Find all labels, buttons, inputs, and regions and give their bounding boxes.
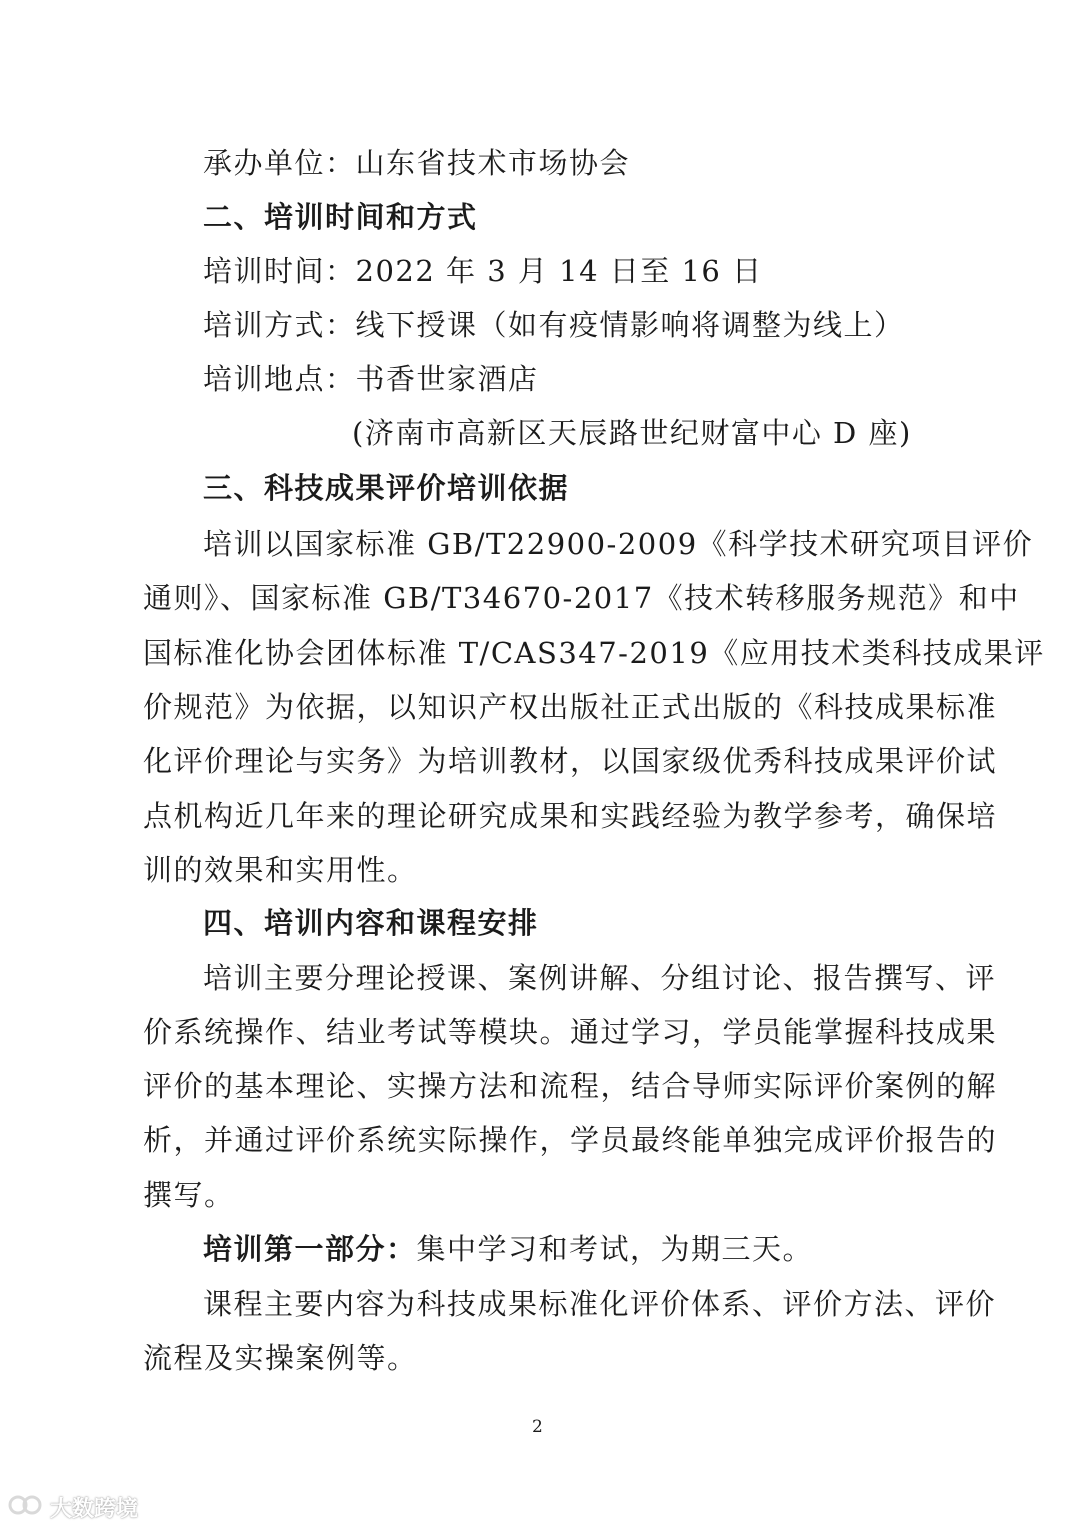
paragraph-line: 通则》、国家标准 GB/T34670-2017《技术转移服务规范》和中: [143, 581, 1020, 615]
section-heading-3: 三、科技成果评价培训依据: [203, 471, 570, 505]
part-one-text: 集中学习和考试，为期三天。: [416, 1232, 814, 1266]
paragraph-line: 撰写。: [143, 1178, 235, 1212]
training-mode-line: 培训方式：线下授课（如有疫情影响将调整为线上）: [203, 308, 905, 342]
paragraph-line: 培训主要分理论授课、案例讲解、分组讨论、报告撰写、评: [203, 961, 997, 995]
watermark-text: 大数跨境: [50, 1496, 139, 1522]
section-heading-2: 二、培训时间和方式: [203, 200, 478, 234]
paragraph-line: 课程主要内容为科技成果标准化评价体系、评价方法、评价: [203, 1287, 997, 1321]
paragraph-line: 析，并通过评价系统实际操作，学员最终能单独完成评价报告的: [143, 1123, 998, 1157]
paragraph-line: 培训以国家标准 GB/T22900-2009《科学技术研究项目评价: [203, 527, 1034, 561]
part-one-label: 培训第一部分：: [203, 1232, 417, 1266]
paragraph-line: 价规范》为依据，以知识产权出版社正式出版的《科技成果标准: [143, 690, 998, 724]
training-location-line: 培训地点：书香世家酒店: [203, 362, 539, 396]
paragraph-line: 点机构近几年来的理论研究成果和实践经验为教学参考，确保培: [143, 799, 998, 833]
section-heading-4: 四、培训内容和课程安排: [203, 906, 539, 940]
watermark: [8, 1492, 138, 1522]
paragraph-line: 训的效果和实用性。: [143, 853, 418, 887]
paragraph-line: 国标准化协会团体标准 T/CAS347-2019《应用技术类科技成果评: [143, 636, 1045, 670]
paragraph-line: 价系统操作、结业考试等模块。通过学习，学员能掌握科技成果: [143, 1015, 998, 1049]
paragraph-line: 评价的基本理论、实操方法和流程，结合导师实际评价案例的解: [143, 1069, 998, 1103]
paragraph-line: 流程及实操案例等。: [143, 1341, 418, 1375]
organizer-line: 承办单位：山东省技术市场协会: [203, 146, 631, 180]
logo-icon: [8, 1493, 44, 1521]
training-time-line: 培训时间：2022 年 3 月 14 日至 16 日: [203, 254, 763, 288]
paragraph-line: 化评价理论与实务》为培训教材，以国家级优秀科技成果评价试: [143, 744, 998, 778]
part-one-line: [203, 1231, 813, 1267]
location-address-line: (济南市高新区天辰路世纪财富中心 D 座): [352, 416, 912, 450]
page-number: 2: [532, 1417, 543, 1437]
